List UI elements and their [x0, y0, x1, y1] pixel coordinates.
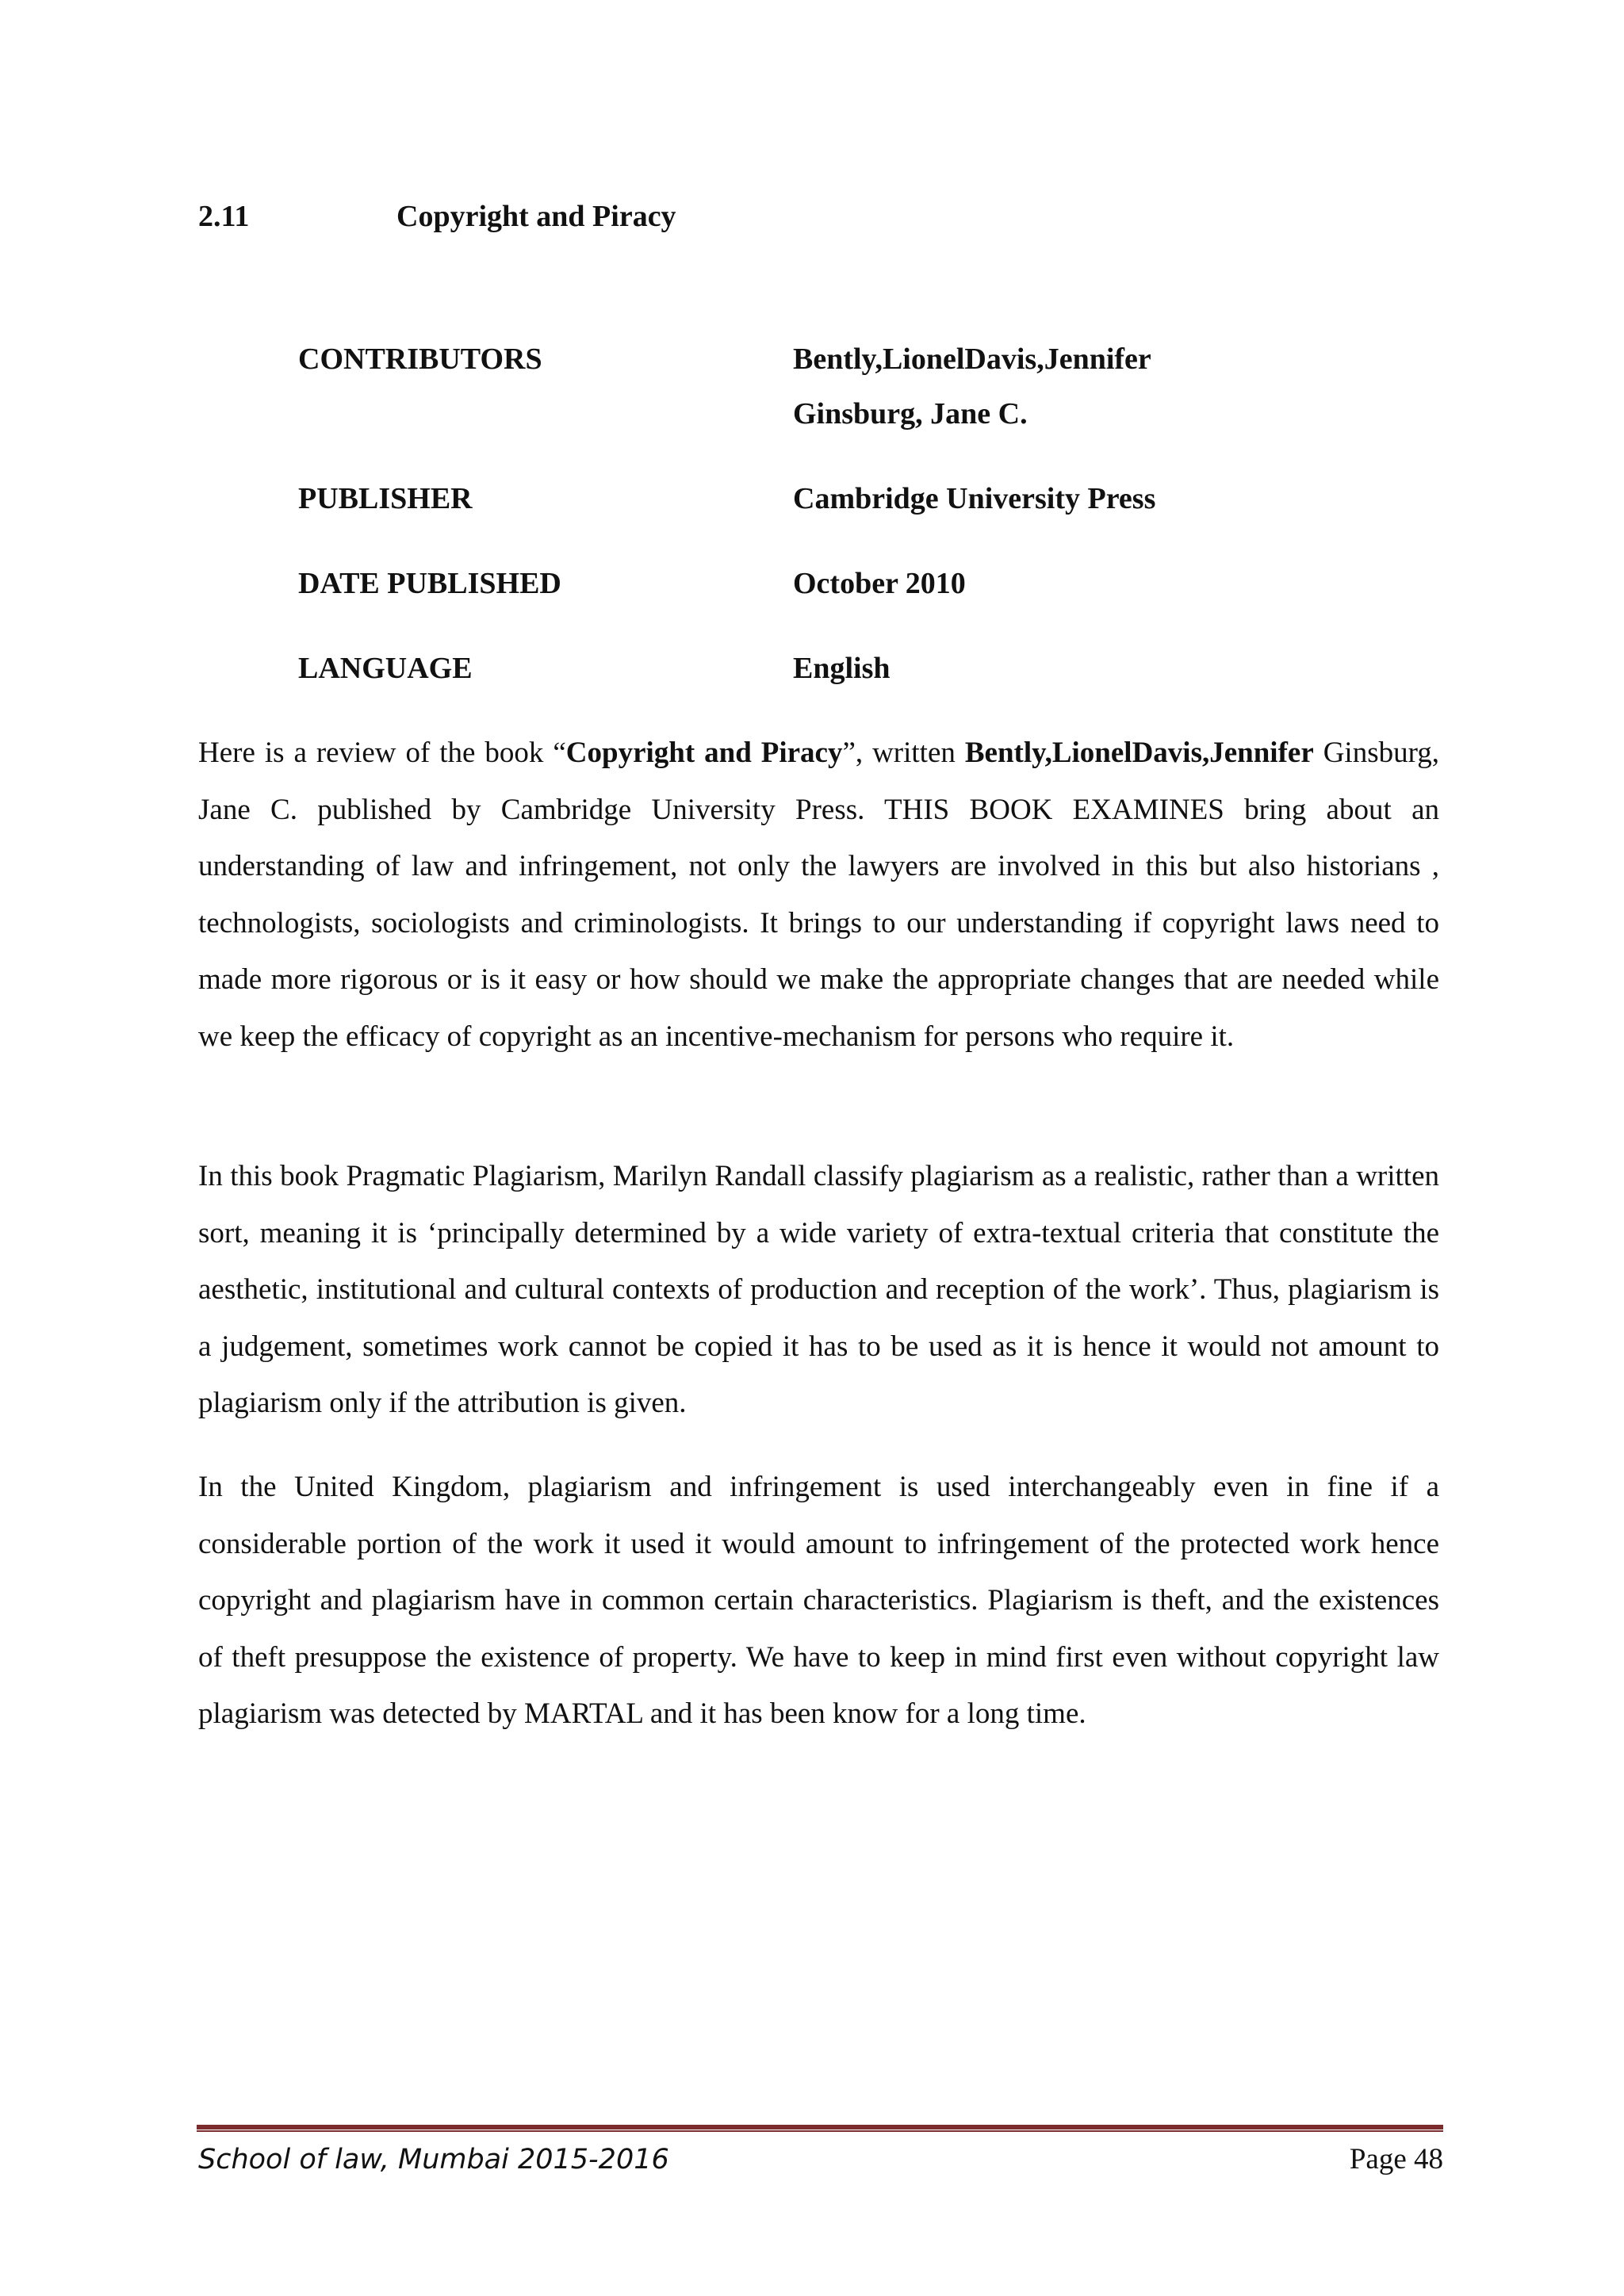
contributors-label: CONTRIBUTORS	[298, 342, 542, 376]
review-paragraph-2: In this book Pragmatic Plagiarism, Marilyn Randall classify plagiarism as a realistic, rather than a written sort, meaning it is ‘principally determined by a wide variety of extra-textual criteria that constitute the aesthetic, institutional and cultural contexts of production and reception of the work’. Thus, plagiarism is a judgement, sometimes work cannot be copied it has to be used as it is hence it would not amount to plagiarism only if the attribution is given.	[198, 1160, 1439, 1419]
review-paragraph-3: In the United Kingdom, plagiarism and infringement is used interchangeably even in fine if a considerable portion of the work it used it would amount to infringement of the protected work hence copyright and plagiarism have in common certain characteristics. Plagiarism is theft, and the existences of theft presuppose the existence of property. We have to keep in mind first even without copyright law plagiarism was detected by MARTAL and it has been know for a long time.	[198, 1471, 1439, 1730]
publisher-value: Cambridge University Press	[793, 482, 1156, 515]
section-number: 2.11	[198, 200, 250, 233]
language-value: English	[793, 652, 891, 685]
language-label: LANGUAGE	[298, 652, 473, 685]
date-published-value: October 2010	[793, 567, 966, 600]
paragraph-1-authors: Bently,LionelDavis,Jennifer	[964, 737, 1314, 769]
footer-school-label: School of law, Mumbai 2015-2016	[198, 2144, 669, 2175]
section-title: Copyright and Piracy	[396, 200, 676, 233]
paragraph-1-intro: Here is a review of the book “	[198, 737, 566, 769]
date-published-label: DATE PUBLISHED	[298, 567, 561, 600]
paragraph-1-book-title: Copyright and Piracy	[565, 737, 843, 769]
contributors-value-line2: Ginsburg, Jane C.	[793, 397, 1028, 430]
contributors-value-line1: Bently,LionelDavis,Jennifer	[793, 342, 1151, 376]
footer-divider	[197, 2125, 1443, 2132]
paragraph-1-written: ”, written	[842, 737, 965, 769]
publisher-label: PUBLISHER	[298, 482, 473, 515]
footer-page-number: Page 48	[1349, 2143, 1443, 2175]
section-heading	[198, 197, 676, 236]
paragraph-1-body: Ginsburg, Jane C. published by Cambridge University Press. THIS BOOK EXAMINES bring about an understanding of law and infringement, not only the lawyers are involved in this but also historians , technologists, sociologists and criminologists. It brings to our understanding if copyright laws need to made more rigorous or is it easy or how should we make the appropriate changes that are needed while we keep the efficacy of copyright as an incentive-mechanism for persons who require it.	[198, 737, 1440, 1053]
review-paragraph-1	[198, 725, 1439, 1065]
